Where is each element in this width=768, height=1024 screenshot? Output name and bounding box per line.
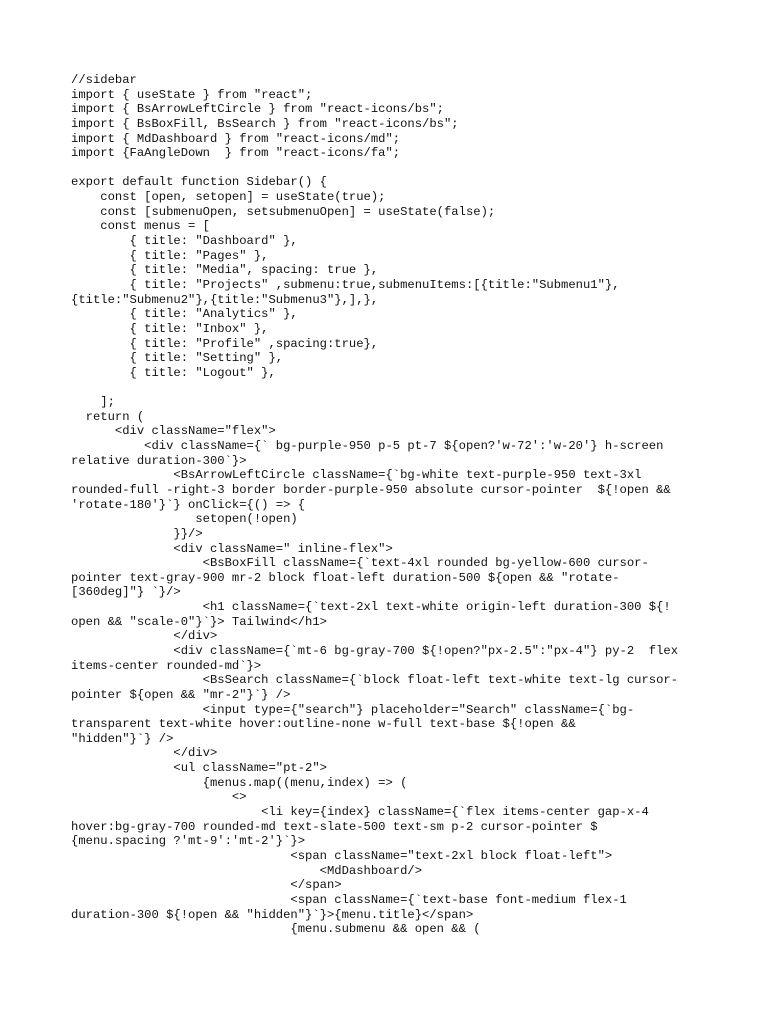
- code-line: <BsBoxFill className={`text-4xl rounded bg-yellow-600 cursor-: [71, 556, 649, 571]
- code-line: export default function Sidebar() {: [71, 175, 327, 190]
- code-line: hover:bg-gray-700 rounded-md text-slate-500 text-sm p-2 cursor-pointer $: [71, 819, 598, 834]
- code-line: <>: [71, 790, 247, 805]
- code-line: <BsArrowLeftCircle className={`bg-white text-purple-950 text-3xl: [71, 468, 642, 483]
- code-line: open && "scale-0"}`}> Tailwind</h1>: [71, 614, 327, 629]
- code-line: [71, 380, 711, 395]
- code-line: <div className="flex">: [71, 424, 276, 439]
- code-line: <div className=" inline-flex">: [71, 541, 393, 556]
- code-line: const [open, setopen] = useState(true);: [71, 190, 386, 205]
- code-line: import { useState } from "react";: [71, 87, 313, 102]
- code-line: </span>: [71, 878, 342, 893]
- code-line: const menus = [: [71, 219, 210, 234]
- code-line: {title:"Submenu2"},{title:"Submenu3"},],},: [71, 292, 379, 307]
- code-line: "hidden"}`} />: [71, 731, 174, 746]
- code-line: { title: "Logout" },: [71, 365, 276, 380]
- code-line: { title: "Analytics" },: [71, 307, 298, 322]
- code-line: rounded-full -right-3 border border-purple-950 absolute cursor-pointer ${!open &&: [71, 482, 671, 497]
- code-line: { title: "Projects" ,submenu:true,submenuItems:[{title:"Submenu1"},: [71, 277, 620, 292]
- code-line: {menus.map((menu,index) => (: [71, 775, 408, 790]
- code-line: {menu.submenu && open && (: [71, 922, 481, 937]
- code-line: ];: [71, 395, 115, 410]
- code-line: duration-300 ${!open && "hidden"}`}>{menu.title}</span>: [71, 907, 474, 922]
- code-line: { title: "Pages" },: [71, 248, 269, 263]
- code-line: return (: [71, 409, 145, 424]
- code-line: transparent text-white hover:outline-none w-full text-base ${!open &&: [71, 717, 576, 732]
- code-line: [71, 161, 711, 176]
- code-line: <div className={` bg-purple-950 p-5 pt-7 ${open?'w-72':'w-20'} h-screen: [71, 439, 664, 454]
- code-line: </div>: [71, 629, 218, 644]
- code-line: <span className={`text-base font-medium flex-1: [71, 892, 627, 907]
- code-line: import { MdDashboard } from "react-icons/md";: [71, 131, 401, 146]
- code-line: 'rotate-180'}`} onClick={() => {: [71, 497, 306, 512]
- code-line: <input type={"search"} placeholder="Search" className={`bg-: [71, 702, 635, 717]
- code-line: { title: "Inbox" },: [71, 321, 269, 336]
- code-line: { title: "Dashboard" },: [71, 234, 298, 249]
- code-line: <ul className="pt-2">: [71, 761, 327, 776]
- code-line: relative duration-300`}>: [71, 453, 247, 468]
- code-line: <h1 className={`text-2xl text-white origin-left duration-300 ${!: [71, 600, 671, 615]
- code-line: <span className="text-2xl block float-left">: [71, 848, 613, 863]
- code-line: setopen(!open): [71, 512, 298, 527]
- code-line: <div className={`mt-6 bg-gray-700 ${!open?"px-2.5":"px-4"} py-2 flex: [71, 643, 679, 658]
- code-line: <li key={index} className={`flex items-center gap-x-4: [71, 805, 649, 820]
- code-line: items-center rounded-md`}>: [71, 658, 262, 673]
- code-block: [71, 73, 711, 937]
- code-line: //sidebar: [71, 73, 137, 87]
- code-line: import { BsBoxFill, BsSearch } from "react-icons/bs";: [71, 116, 459, 131]
- code-line: const [submenuOpen, setsubmenuOpen] = useState(false);: [71, 204, 496, 219]
- code-line: {menu.spacing ?'mt-9':'mt-2'}`}>: [71, 834, 306, 849]
- code-line: </div>: [71, 746, 218, 761]
- code-line: { title: "Setting" },: [71, 351, 284, 366]
- code-line: pointer ${open && "mr-2"}`} />: [71, 687, 291, 702]
- code-line: pointer text-gray-900 mr-2 block float-left duration-500 ${open && "rotate-: [71, 570, 620, 585]
- code-line: [360deg]"} `}/>: [71, 585, 181, 600]
- code-line: { title: "Media", spacing: true },: [71, 263, 379, 278]
- code-line: <BsSearch className={`block float-left text-white text-lg cursor-: [71, 673, 679, 688]
- code-line: }}/>: [71, 526, 203, 541]
- code-line: { title: "Profile" ,spacing:true},: [71, 336, 379, 351]
- code-line: import {FaAngleDown } from "react-icons/fa";: [71, 146, 401, 161]
- code-line: <MdDashboard/>: [71, 863, 423, 878]
- code-line: import { BsArrowLeftCircle } from "react-icons/bs";: [71, 102, 444, 117]
